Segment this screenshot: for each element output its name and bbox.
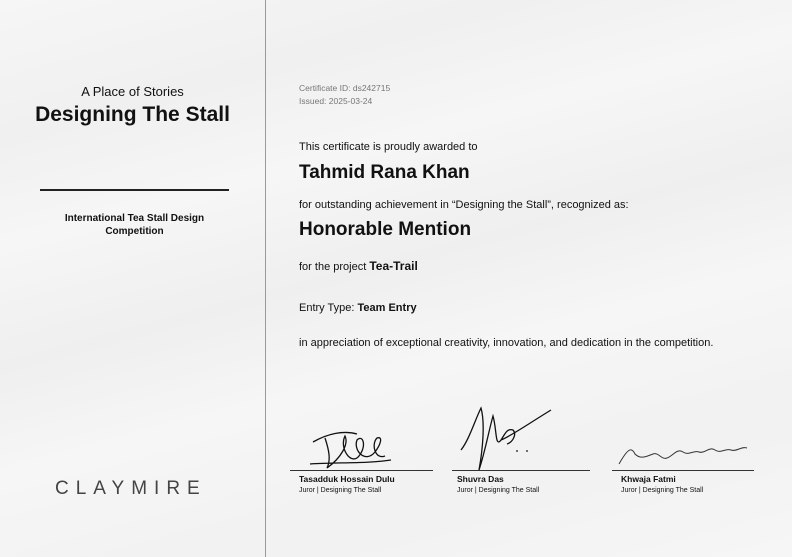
signature-line-2 xyxy=(452,470,590,471)
signatory-name-1: Tasadduk Hossain Dulu xyxy=(299,474,395,484)
competition-title: Designing The Stall xyxy=(35,103,230,126)
entry-type-value: Team Entry xyxy=(357,302,417,314)
entry-type-prefix: Entry Type: xyxy=(299,302,358,314)
vertical-divider xyxy=(265,0,266,557)
project-name: Tea-Trail xyxy=(369,259,418,273)
awarded-to-text: This certificate is proudly awarded to xyxy=(299,141,478,153)
kicker-text: A Place of Stories xyxy=(81,84,184,99)
signature-1 xyxy=(305,400,465,475)
signature-2 xyxy=(455,400,615,475)
award-title: Honorable Mention xyxy=(299,219,472,240)
signatory-role-1: Juror | Designing The Stall xyxy=(299,487,382,494)
signature-line-3 xyxy=(612,470,754,471)
signature-3 xyxy=(617,400,777,475)
project-prefix: for the project xyxy=(299,261,370,273)
signatory-name-3: Khwaja Fatmi xyxy=(621,474,676,484)
signature-line-1 xyxy=(290,470,433,471)
certificate-id: Certificate ID: ds242715 xyxy=(299,83,391,93)
competition-name: International Tea Stall Design Competition xyxy=(64,213,205,237)
signatory-name-2: Shuvra Das xyxy=(457,474,504,484)
left-panel xyxy=(0,0,265,557)
entry-type-line xyxy=(299,302,417,314)
claymire-logo: CLAYMIRE xyxy=(55,478,207,499)
signatory-role-3: Juror | Designing The Stall xyxy=(621,487,704,494)
achievement-text: for outstanding achievement in “Designing the Stall”, recognized as: xyxy=(299,199,629,211)
title-divider xyxy=(40,189,229,191)
recipient-name: Tahmid Rana Khan xyxy=(299,162,470,183)
project-line xyxy=(299,259,418,273)
signatory-role-2: Juror | Designing The Stall xyxy=(457,487,540,494)
issued-date: Issued: 2025-03-24 xyxy=(299,96,373,106)
appreciation-text: in appreciation of exceptional creativity, innovation, and dedication in the competition. xyxy=(299,337,714,349)
